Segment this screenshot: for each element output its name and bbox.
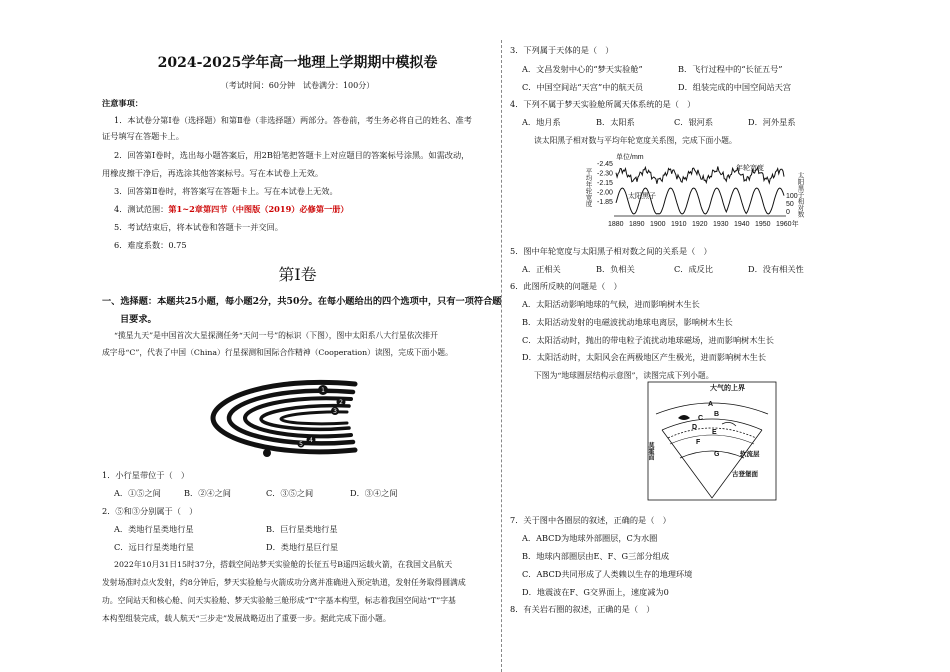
x-tick-label: 1900: [650, 221, 666, 228]
q6-option-b[interactable]: B．太阳活动发射的电磁波扰动地球电离层，影响树木生长: [522, 317, 733, 327]
q6-option-d[interactable]: D．太阳活动时，太阳风会在两极地区产生极光，进而影响树木生长: [522, 352, 767, 362]
passage2-line4: 本构型组装完成，载人航天“三步走”发展战略迈出了重要一步。据此完成下面小题。: [102, 614, 391, 623]
mountain-shape: [722, 422, 736, 426]
label-layer-c: C: [698, 415, 704, 422]
earth-layers-diagram: [648, 382, 776, 500]
x-tick-label: 1960年: [776, 221, 799, 228]
right-column: [508, 0, 808, 672]
svg-text:4: 4: [309, 437, 313, 444]
left-tick-label: -2.15: [597, 180, 613, 187]
svg-text:1: 1: [321, 387, 325, 394]
passage2-line1: 2022年10月31日15时37分，搭载空间站梦天实验舱的长征五号B遥四运载火箭，在我国文昌航天: [114, 560, 453, 569]
planet-6: [263, 449, 271, 457]
layer-asthenosphere: [670, 435, 754, 444]
layer-gutenberg: [680, 451, 744, 458]
q3-option-b[interactable]: B．飞行过程中的“长征五号”: [678, 64, 783, 74]
chart-ylabel-left: 平均年轮宽度: [584, 168, 592, 207]
q2-option-b[interactable]: B．巨行星类地行星: [266, 524, 338, 534]
q3-option-a[interactable]: A．文昌发射中心的“梦天实验舱”: [522, 64, 643, 74]
note-5: 5．考试结束后，将本试卷和答题卡一并交回。: [114, 222, 283, 232]
section-juan-1: 第Ⅰ卷: [278, 265, 317, 284]
note-4-range: 第1~2章第四节（中图版（2019）必修第一册）: [168, 204, 349, 214]
series-ring-width-label: 年轮宽度: [736, 165, 764, 172]
passage2-line2: 发射场准时点火发射，约8分钟后，梦天实验舱与火箭成功分离并准确进入预定轨道，发射任务取得圆满成: [102, 578, 466, 587]
left-column: [100, 0, 502, 672]
passage1-line2: 成字母“C”，代表了中国（China）行星探测和国际合作精神（Cooperation）读图，完成下面小题。: [102, 348, 453, 357]
q1-option-d[interactable]: D．③④之间: [350, 488, 398, 498]
svg-text:2: 2: [339, 399, 343, 406]
exam-title: 2024-2025学年高一地理上学期期中模拟卷: [157, 55, 438, 71]
section-heading-2: 目要求。: [120, 314, 157, 325]
note-2b: 用橡皮擦干净后，再选涂其他答案标号。写在本试卷上无效。: [102, 168, 324, 178]
left-tick-label: -2.45: [597, 161, 613, 168]
q8-stem: 8．有关岩石圈的叙述，正确的是（ ）: [510, 604, 655, 614]
x-tick-label: 1890: [629, 221, 645, 228]
q3-option-d[interactable]: D．组装完成的中国空间站天宫: [678, 82, 792, 92]
left-tick-label: -2.30: [597, 170, 613, 178]
q4-option-b[interactable]: B．太阳系: [596, 117, 635, 127]
q5-option-a[interactable]: A．正相关: [522, 264, 561, 274]
right-tick-label: 100: [786, 193, 798, 200]
chart-ylabel-right: 太阳黑子相对数: [796, 172, 804, 218]
q3-stem: 3．下列属于天体的是（ ）: [510, 45, 614, 55]
q2-option-d[interactable]: D．类地行星巨行星: [266, 542, 339, 552]
q7-option-a[interactable]: A．ABCD为地球外部圈层，C为水圈: [522, 533, 658, 543]
tianwen-logo-figure: [205, 378, 395, 458]
q4-stem: 4．下列不属于梦天实验舱所属天体系统的是（ ）: [510, 99, 696, 109]
right-tick-label: 0: [786, 209, 790, 216]
notes-heading: 注意事项：: [102, 98, 143, 108]
q1-option-b[interactable]: B．②④之间: [184, 488, 231, 498]
note-4-prefix: 4．测试范围：: [114, 204, 169, 214]
q5-option-d[interactable]: D．没有相关性: [748, 264, 804, 274]
q1-stem: 1．小行星带位于（ ）: [102, 470, 190, 480]
q6-stem: 6．此图所反映的问题是（ ）: [510, 281, 622, 291]
q6-option-c[interactable]: C．太阳活动时，抛出的带电粒子流扰动地球磁场，进而影响树木生长: [522, 335, 774, 345]
right-tick-label: 50: [786, 201, 794, 208]
chart-unit-left: 单位/mm: [616, 154, 644, 161]
diagram-frame: [648, 382, 776, 500]
q4-option-a[interactable]: A．地月系: [522, 117, 561, 127]
left-tick-label: -2.00: [597, 189, 613, 197]
passage1-line1: “揽星九天”是中国首次大星探测任务“天问一号”的标识（下图），图中太阳系八大行星依次排开: [114, 331, 438, 340]
q6-option-a[interactable]: A．太阳活动影响地球的气候，进而影响树木生长: [522, 299, 700, 309]
q2-option-a[interactable]: A．类地行星类地行星: [114, 524, 194, 534]
x-tick-label: 1950: [755, 221, 771, 228]
x-tick-label: 1920: [692, 221, 708, 228]
label-asthenosphere: 软流层: [740, 451, 760, 458]
q5-option-c[interactable]: C．成反比: [674, 264, 714, 274]
x-tick-label: 1910: [671, 221, 687, 228]
x-tick-label: 1880: [608, 221, 624, 228]
series-sunspot-line: [616, 188, 784, 214]
layer-wedge: [662, 430, 762, 498]
svg-text:3: 3: [333, 408, 337, 415]
label-layer-d: D: [692, 424, 698, 431]
q5-option-b[interactable]: B．负相关: [596, 264, 635, 274]
label-upper-atmosphere: 大气的上界: [710, 385, 745, 392]
left-tick-label: -1.85: [597, 199, 613, 206]
label-layer-e: E: [712, 429, 717, 436]
note-6: 6．难度系数：0.75: [114, 240, 187, 250]
q4-option-d[interactable]: D．河外星系: [748, 117, 796, 127]
exam-subtitle: （考试时间：60分钟 试卷满分：100分）: [220, 81, 375, 90]
label-moho: 莫霍面: [647, 442, 653, 460]
label-layer-g: G: [714, 451, 720, 458]
q7-option-c[interactable]: C．ABCD共同形成了人类赖以生存的地理环境: [522, 569, 693, 579]
tree-ring-sunspot-chart: [586, 150, 811, 232]
q7-stem: 7．关于图中各圈层的叙述，正确的是（ ）: [510, 515, 671, 525]
q4-option-c[interactable]: C．银河系: [674, 117, 714, 127]
label-layer-f: F: [696, 439, 701, 446]
label-gutenberg: 古登堡面: [732, 471, 758, 478]
series-sunspot-label: 太阳黑子: [628, 193, 656, 200]
note-1a: 1．本试卷分第Ⅰ卷（选择题）和第Ⅱ卷（非选择题）两部分。答卷前，考生务必将自己的姓名、准考: [114, 115, 472, 125]
svg-text:5: 5: [299, 441, 303, 448]
q2-option-c[interactable]: C．远日行星类地行星: [114, 542, 194, 552]
note-1b: 证号填写在答题卡上。: [102, 131, 184, 141]
x-tick-label: 1940: [734, 221, 750, 228]
q3-option-c[interactable]: C．中国空间站“天宫”中的航天员: [522, 82, 644, 92]
note-2a: 2．回答第Ⅰ卷时，选出每小题答案后，用2B铅笔把答题卡上对应题目的答案标号涂黑。如需改动，: [114, 150, 470, 160]
x-tick-label: 1930: [713, 221, 729, 228]
note-4: [114, 204, 349, 215]
q2-stem: 2．⑤和③分别属于（ ）: [102, 506, 198, 516]
q1-option-a[interactable]: A．①⑤之间: [114, 488, 161, 498]
label-layer-b: B: [714, 411, 720, 418]
q7-option-b[interactable]: B．地球内部圈层由E、F、G三部分组成: [522, 551, 670, 561]
cloud-shape: [678, 415, 690, 420]
q7-option-d[interactable]: D．地震波在F、G交界面上，速度减为0: [522, 587, 669, 597]
note-3: 3．回答第Ⅱ卷时，将答案写在答题卡上。写在本试卷上无效。: [114, 186, 338, 196]
label-layer-a: A: [708, 401, 714, 408]
passage2-line3: 功。空间站天和核心舱、问天实验舱、梦天实验舱三舱形成“T”字基本构型，标志着我国空间站“T”字基: [102, 596, 456, 605]
passage3: 读太阳黑子相对数与平均年轮宽度关系图，完成下面小题。: [534, 136, 737, 145]
passage4: 下图为“地球圈层结构示意图”，读图完成下列小题。: [534, 371, 714, 380]
section-heading-1: 一、选择题：本题共25小题，每小题2分，共50分。在每小题给出的四个选项中，只有一项符合题: [102, 296, 502, 307]
q1-option-c[interactable]: C．③⑤之间: [266, 488, 314, 498]
column-divider: [501, 40, 502, 672]
q5-stem: 5．图中年轮宽度与太阳黑子相对数之间的关系是（ ）: [510, 246, 712, 256]
